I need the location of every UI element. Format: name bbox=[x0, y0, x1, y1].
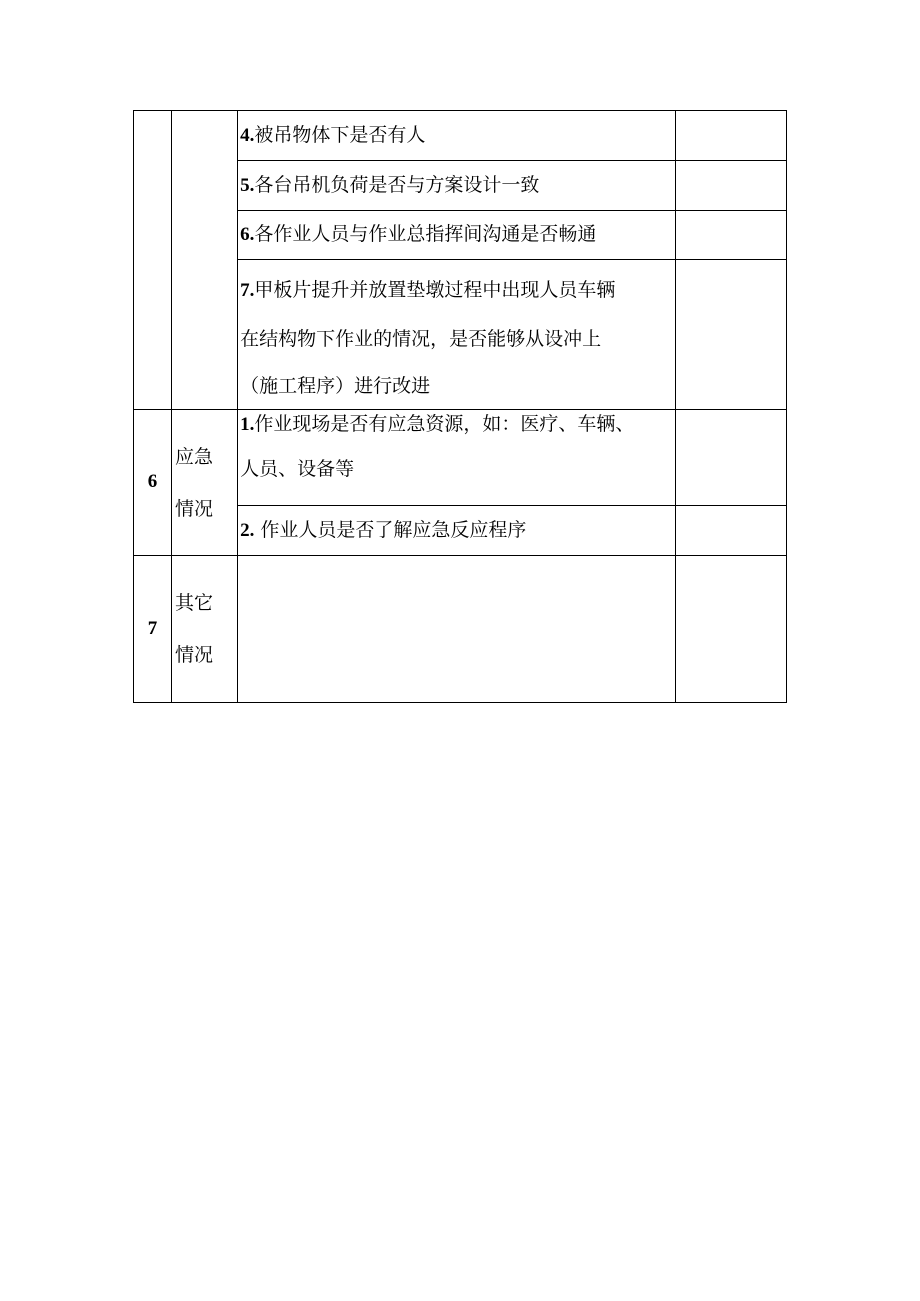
item-number: 4. bbox=[240, 124, 255, 146]
result-cell[interactable] bbox=[675, 410, 786, 506]
result-cell[interactable] bbox=[675, 556, 786, 703]
check-item-7 bbox=[238, 260, 676, 410]
category-cell-continued bbox=[172, 111, 238, 410]
item-line: 在结构物下作业的情况，是否能够从设冲上 bbox=[240, 328, 602, 350]
item-number: 2. bbox=[240, 519, 255, 541]
result-cell[interactable] bbox=[675, 161, 786, 211]
result-cell[interactable] bbox=[675, 506, 786, 556]
result-cell[interactable] bbox=[675, 260, 786, 410]
no-cell-continued bbox=[134, 111, 172, 410]
table-row bbox=[134, 111, 787, 161]
section-category: 其它 情况 bbox=[172, 556, 238, 703]
check-item-emergency-1 bbox=[238, 410, 676, 506]
item-number: 7. bbox=[240, 280, 255, 301]
section-category: 应急 情况 bbox=[172, 410, 238, 556]
section-number: 6 bbox=[134, 410, 172, 556]
item-text: 作业人员是否了解应急反应程序 bbox=[254, 518, 527, 541]
item-text: 1.作业现场是否有应急资源，如：医疗、车辆、 bbox=[240, 413, 635, 435]
item-text: 被吊物体下是否有人 bbox=[254, 123, 426, 146]
item-text-continued: 人员、设备等 bbox=[240, 458, 355, 480]
item-text: 各台吊机负荷是否与方案设计一致 bbox=[254, 173, 540, 196]
section-number: 7 bbox=[134, 556, 172, 703]
item-number: 6. bbox=[240, 224, 255, 246]
safety-checklist-table bbox=[133, 110, 787, 703]
result-cell[interactable] bbox=[675, 111, 786, 161]
check-item-4 bbox=[238, 111, 676, 161]
check-item-emergency-2 bbox=[238, 506, 676, 556]
item-line: 7.甲板片提升并放置垫墩过程中出现人员车辆 bbox=[240, 279, 616, 301]
result-cell[interactable] bbox=[675, 211, 786, 260]
check-item-other[interactable] bbox=[238, 556, 676, 703]
table-row bbox=[134, 556, 787, 703]
item-number: 5. bbox=[240, 174, 255, 196]
table-row bbox=[134, 410, 787, 506]
check-item-5 bbox=[238, 161, 676, 211]
item-line: （施工程序）进行改进 bbox=[240, 375, 431, 397]
check-item-6 bbox=[238, 211, 676, 260]
item-text: 各作业人员与作业总指挥间沟通是否畅通 bbox=[254, 223, 597, 246]
